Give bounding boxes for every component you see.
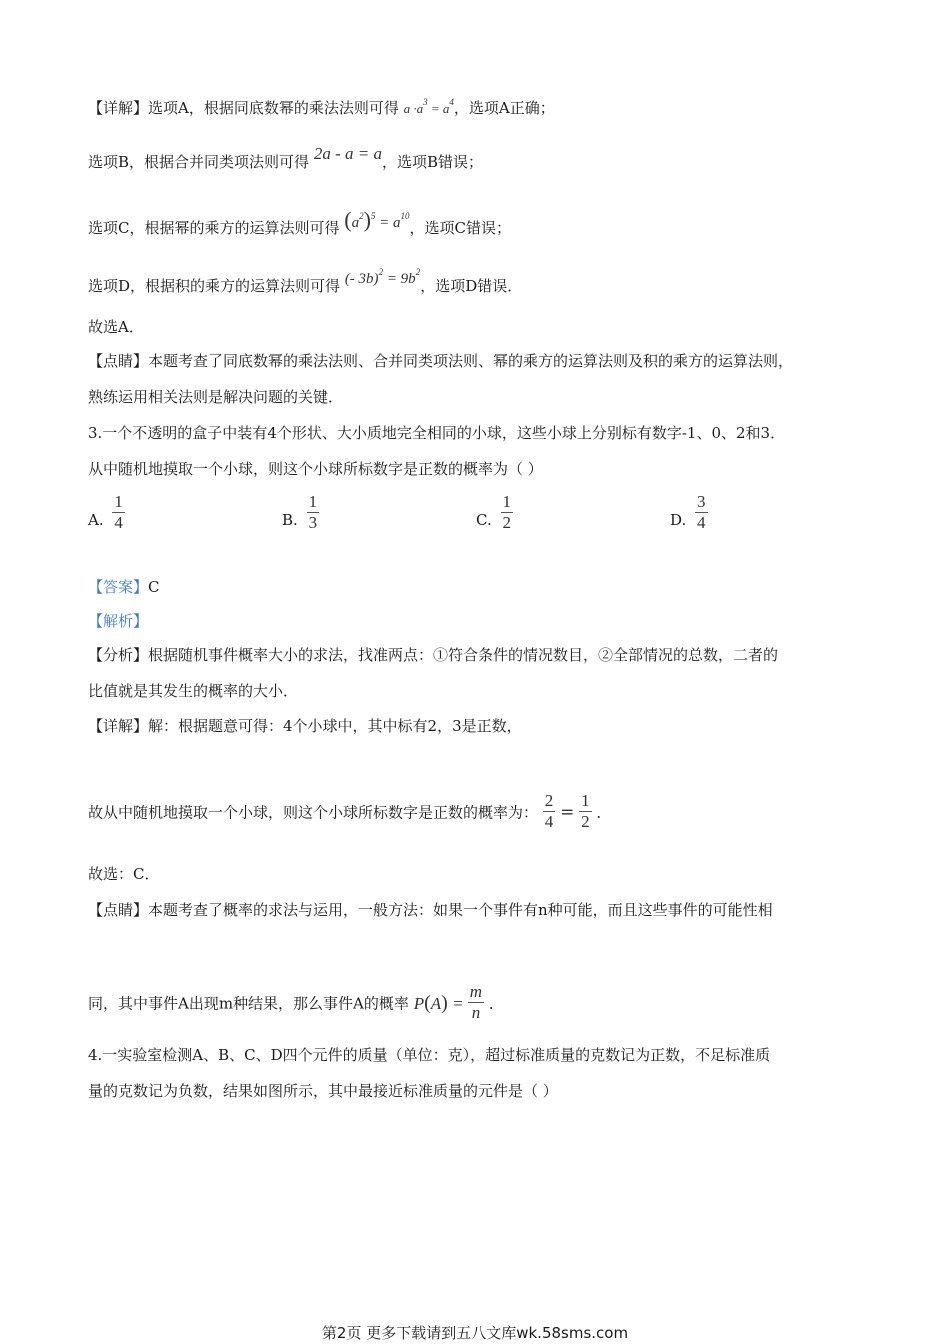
choose-c-line: 故选：C． bbox=[88, 865, 160, 883]
analysis-text-1: 根据随机事件概率大小的求法，找准两点：①符合条件的情况数目，②全部情况的总数，二者的 bbox=[148, 646, 779, 664]
comment-text-1: 本题考查了同底数幂的乘法法则、合并同类项法则、幂的乘方的运算法则及积的乘方的运算法则， bbox=[148, 352, 794, 370]
option-b bbox=[282, 492, 319, 533]
comment2-fraction: $\frac{m}{n}$ bbox=[469, 982, 483, 1022]
option-c bbox=[476, 492, 513, 533]
question-3-line-1: 3.一个不透明的盒子中装有4个形状、大小质地完全相同的小球，这些小球上分别标有数字-1、0、2和3． bbox=[88, 424, 786, 442]
answer-line bbox=[88, 577, 160, 597]
detail-c-tail: ，选项C错误； bbox=[409, 219, 512, 237]
equals-sign: = bbox=[560, 802, 575, 823]
option-label: B. bbox=[282, 510, 298, 529]
analysis-tag: 【解析】 bbox=[88, 612, 149, 630]
option-fraction: $\frac{1}{2}$ bbox=[502, 492, 511, 532]
detail-b-tail: ，选项B错误； bbox=[381, 153, 483, 171]
detail-option-c bbox=[88, 207, 512, 239]
detail-d-tail: ，选项D错误． bbox=[420, 277, 523, 295]
result-text: 故从中随机地摸取一个小球，则这个小球所标数字是正数的概率为： bbox=[88, 803, 539, 822]
result-line bbox=[88, 793, 611, 834]
choose-a-line: 故选A． bbox=[88, 318, 144, 336]
analysis-line-1 bbox=[88, 645, 778, 665]
option-a bbox=[88, 492, 125, 533]
analysis-sub-tag: 【分析】 bbox=[88, 646, 149, 664]
detail-tag: 【详解】 bbox=[88, 99, 149, 117]
question-4-line-2: 量的克数记为负数，结果如图所示，其中最接近标准质量的元件是（ ） bbox=[88, 1082, 558, 1100]
detail-a-tail: ，选项A正确； bbox=[453, 99, 555, 117]
page-footer: 第2页 更多下载请到五八文库wk.58sms.com bbox=[321, 1324, 629, 1342]
option-fraction: $\frac{3}{4}$ bbox=[697, 492, 706, 532]
formula-b: 2a - a = a bbox=[313, 144, 382, 163]
question-3-line-2: 从中随机地摸取一个小球，则这个小球所标数字是正数的概率为（ ） bbox=[88, 460, 543, 478]
option-d bbox=[670, 492, 708, 533]
detail2-text: 解：根据题意可得：4个小球中，其中标有2，3是正数， bbox=[148, 717, 522, 735]
detail2-line bbox=[88, 716, 522, 736]
question-4-line-1: 4.一实验室检测A、B、C、D四个元件的质量（单位：克），超过标准质量的克数记为正数，不足标准质 bbox=[88, 1046, 771, 1064]
formula-d: (- $3b)^2 = 9b^2$ bbox=[344, 267, 421, 287]
comment-line-1 bbox=[88, 351, 793, 371]
detail-option-d bbox=[88, 267, 523, 297]
comment2-line-1 bbox=[88, 900, 773, 920]
detail-a-text: 选项A，根据同底数幂的乘法法则可得 bbox=[148, 99, 399, 117]
formula-a: $a \cdot a^3 = a^4$ bbox=[403, 97, 454, 116]
option-label: C. bbox=[476, 510, 492, 529]
option-label: D. bbox=[670, 510, 687, 529]
comment2-text-2: 同，其中事件A出现m种结果，那么事件A的概率 bbox=[88, 994, 409, 1013]
detail-c-text: 选项C，根据幂的乘方的运算法则可得 bbox=[88, 219, 340, 237]
probability-formula: P(A) = bbox=[413, 991, 468, 1014]
result-fraction-2: $\frac{1}{2}$ bbox=[581, 791, 590, 831]
comment2-line-2 bbox=[88, 984, 504, 1025]
option-label: A. bbox=[88, 510, 104, 529]
analysis-line-2: 比值就是其发生的概率的大小． bbox=[88, 682, 299, 700]
detail-d-text: 选项D，根据积的乘方的运算法则可得 bbox=[88, 277, 341, 295]
comment-tag: 【点睛】 bbox=[88, 352, 149, 370]
formula-c: $(a^2)^5 = a^{10}$ bbox=[344, 207, 410, 232]
detail2-tag: 【详解】 bbox=[88, 717, 149, 735]
period: ． bbox=[596, 803, 612, 822]
answer-value: C bbox=[148, 578, 160, 596]
comment2-text-1: 本题考查了概率的求法与运用，一般方法：如果一个事件有n种可能，而且这些事件的可能性相 bbox=[148, 901, 773, 919]
period: ． bbox=[488, 994, 504, 1013]
detail-b-text: 选项B，根据合并同类项法则可得 bbox=[88, 153, 310, 171]
option-fraction: $\frac{1}{4}$ bbox=[114, 492, 123, 532]
comment2-tag: 【点睛】 bbox=[88, 901, 149, 919]
answer-tag: 【答案】 bbox=[88, 578, 149, 596]
detail-option-a bbox=[88, 92, 555, 119]
result-fraction-1: $\frac{2}{4}$ bbox=[544, 791, 554, 831]
option-fraction: $\frac{1}{3}$ bbox=[308, 492, 318, 532]
detail-option-b bbox=[88, 144, 483, 172]
comment-line-2: 熟练运用相关法则是解决问题的关键． bbox=[88, 388, 344, 406]
